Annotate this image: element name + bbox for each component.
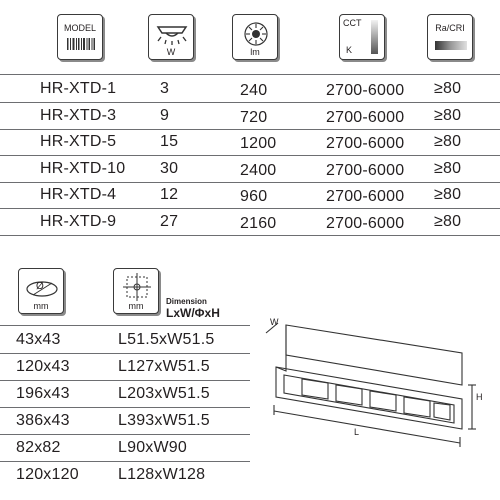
spec-model-cell: HR-XTD-9	[40, 213, 117, 230]
product-drawing	[262, 315, 496, 465]
dimension-mm-label: mm	[128, 301, 144, 311]
spec-row-divider	[0, 155, 500, 156]
dim-row-divider	[0, 380, 250, 381]
dim-size-cell: L128xW128	[118, 466, 206, 483]
spec-lumen-cell: 240	[240, 82, 268, 99]
dim-size-cell: L51.5xW51.5	[118, 331, 215, 348]
spec-cri-cell: ≥80	[434, 159, 462, 177]
cutout-mm-label: mm	[33, 301, 49, 311]
watt-label: W	[166, 47, 176, 57]
spec-cct-cell: 2700-6000	[326, 161, 405, 179]
spec-lumen-cell: 2160	[240, 215, 277, 232]
spec-cct-cell: 2700-6000	[326, 82, 405, 99]
spec-row-divider	[0, 102, 500, 103]
spec-cri-cell: ≥80	[434, 133, 462, 151]
spec-cct-cell: 2700-6000	[326, 108, 405, 126]
cct-kelvin-label: K	[346, 45, 353, 55]
dim-cutout-cell: 120x120	[16, 466, 79, 483]
dim-size-cell: L90xW90	[118, 439, 187, 456]
cct-icon	[339, 14, 385, 60]
cct-label: CCT	[343, 18, 362, 28]
spec-row-divider	[0, 235, 500, 236]
dim-row-divider	[0, 461, 250, 462]
drawing-w-label: W	[270, 317, 279, 327]
lumen-icon	[232, 14, 278, 60]
cutout-symbol: Ø	[36, 281, 44, 292]
spec-watt-cell: 27	[160, 213, 179, 230]
spec-watt-cell: 30	[160, 159, 179, 177]
spec-watt-cell: 15	[160, 133, 179, 151]
drawing-l-label: L	[354, 427, 360, 437]
dim-cutout-cell: 386x43	[16, 412, 70, 429]
model-label: MODEL	[63, 23, 96, 33]
dim-size-cell: L393xW51.5	[118, 412, 210, 429]
model-icon	[57, 14, 103, 60]
dim-size-cell: L127xW51.5	[118, 358, 210, 375]
spec-lumen-cell: 960	[240, 188, 268, 206]
spec-watt-cell: 9	[160, 106, 170, 124]
dimension-icon	[113, 268, 159, 314]
spec-lumen-cell: 1200	[240, 135, 277, 153]
dim-cutout-cell: 43x43	[16, 331, 61, 348]
cri-label: Ra/CRI	[435, 23, 465, 33]
dim-cutout-cell: 82x82	[16, 439, 61, 456]
spec-cct-cell: 2700-6000	[326, 135, 405, 153]
dim-row-divider	[0, 353, 250, 354]
dim-cutout-cell: 120x43	[16, 358, 70, 375]
spec-cri-cell: ≥80	[434, 186, 462, 204]
spec-row-divider	[0, 208, 500, 209]
spec-model-cell: HR-XTD-5	[40, 133, 117, 151]
lumen-label: lm	[250, 47, 260, 57]
spec-cct-cell: 2700-6000	[326, 188, 405, 206]
spec-row-divider	[0, 182, 500, 183]
spec-model-cell: HR-XTD-3	[40, 106, 117, 124]
spec-watt-cell: 12	[160, 186, 179, 204]
dim-cutout-cell: 196x43	[16, 385, 70, 402]
dim-size-cell: L203xW51.5	[118, 385, 210, 402]
dimension-title: Dimension	[166, 297, 207, 306]
dim-table-top-rule	[0, 325, 250, 326]
spec-cri-cell: ≥80	[434, 80, 462, 97]
watt-icon	[148, 14, 194, 60]
dimension-formula: LxW/ΦxH	[166, 306, 220, 320]
spec-watt-cell: 3	[160, 80, 170, 97]
spec-model-cell: HR-XTD-1	[40, 80, 117, 97]
spec-row-divider	[0, 129, 500, 130]
spec-cri-cell: ≥80	[434, 213, 462, 230]
spec-lumen-cell: 720	[240, 108, 268, 126]
spec-model-cell: HR-XTD-4	[40, 186, 117, 204]
cutout-icon	[18, 268, 64, 314]
spec-table-top-rule	[0, 74, 500, 75]
spec-cri-cell: ≥80	[434, 106, 462, 124]
spec-cct-cell: 2700-6000	[326, 215, 405, 232]
dim-row-divider	[0, 434, 250, 435]
dim-row-divider	[0, 407, 250, 408]
cri-icon	[427, 14, 473, 60]
spec-model-cell: HR-XTD-10	[40, 159, 126, 177]
spec-lumen-cell: 2400	[240, 161, 277, 179]
drawing-h-label: H	[476, 392, 483, 402]
